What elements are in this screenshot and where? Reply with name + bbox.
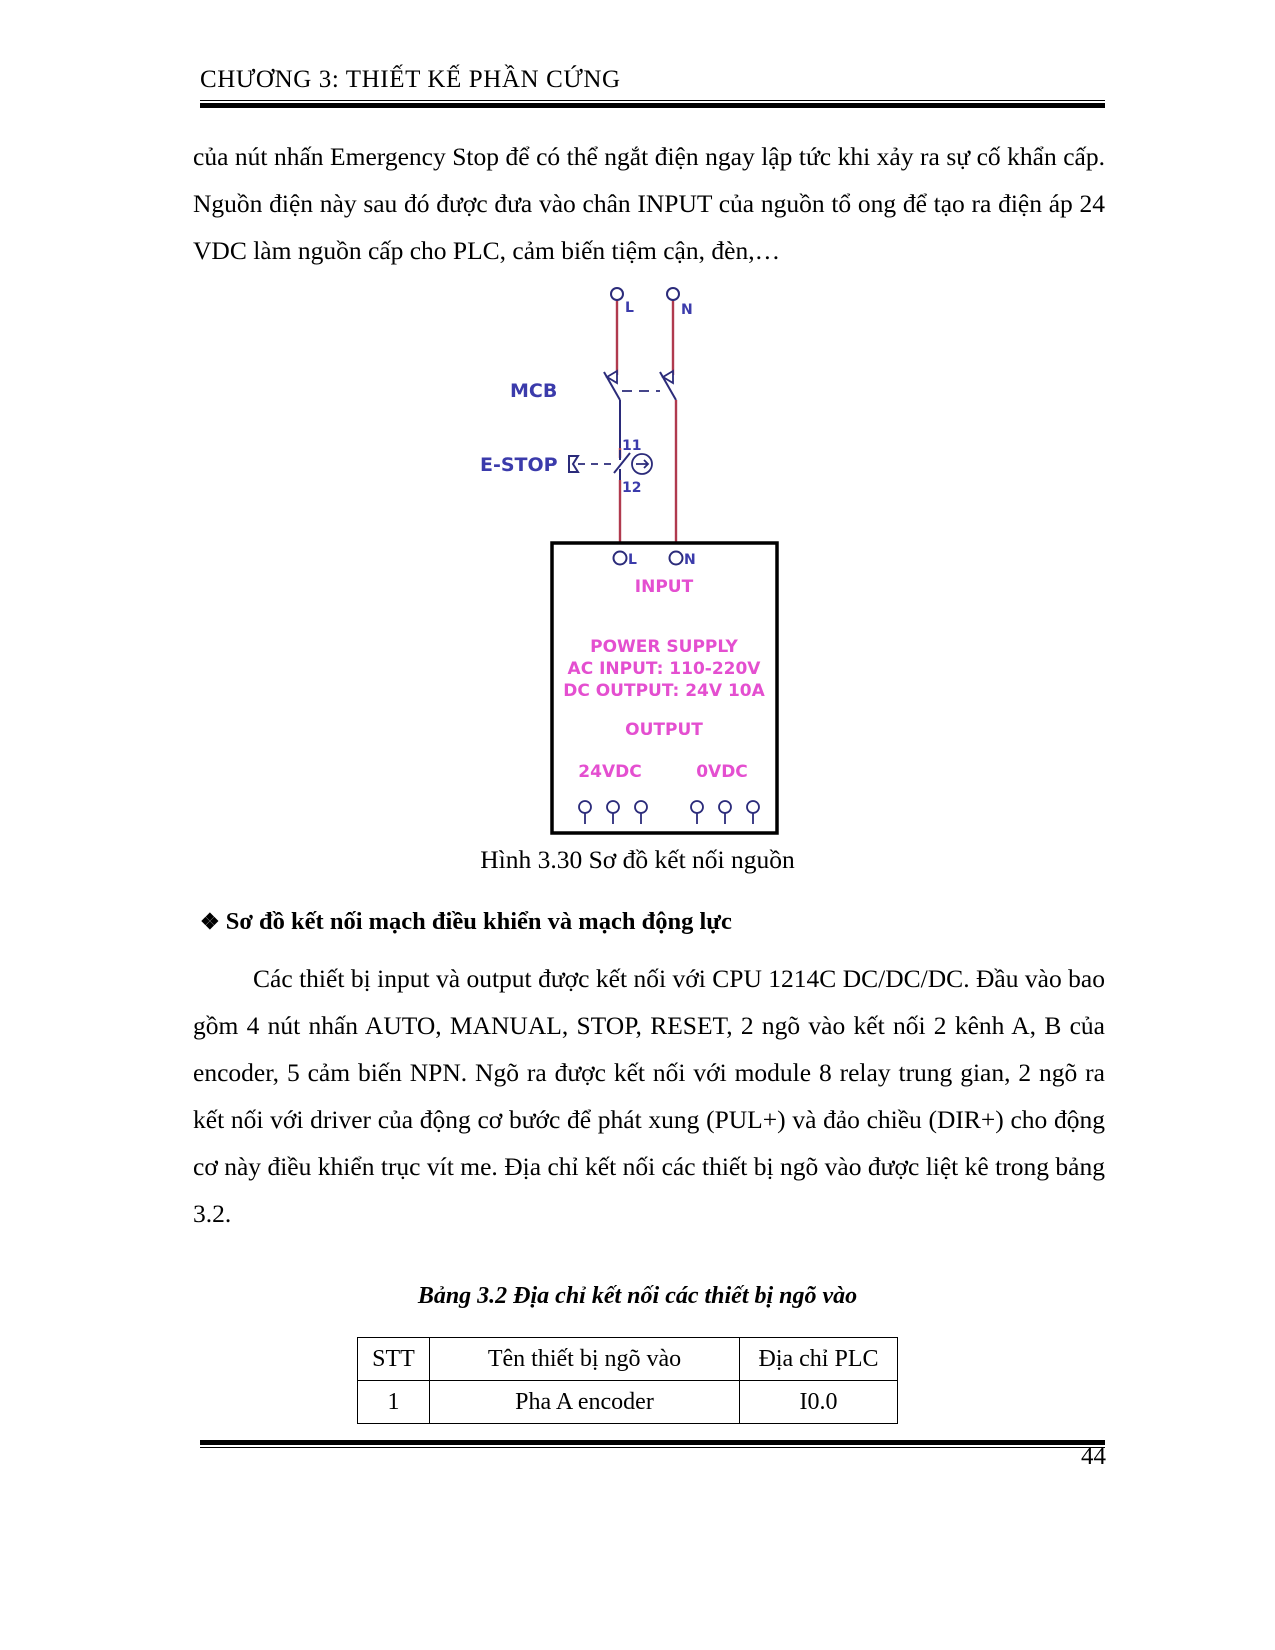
label-ps-input-l: L [628,552,637,568]
label-terminal-n: N [681,302,693,318]
label-ps-input-n: N [684,552,696,568]
running-header-title: CHƯƠNG 3: THIẾT KẾ PHẦN CỨNG [200,66,621,93]
label-ps-input-section: INPUT [634,577,694,597]
paragraph-intro [193,133,1105,274]
input-address-table [357,1337,898,1424]
page-number: 44 [1081,1443,1106,1470]
label-estop-terminal-11: 11 [622,438,642,454]
section-heading [200,908,732,936]
label-ps-dc-output: DC OUTPUT: 24V 10A [563,681,765,701]
table-header-plc-address: Địa chỉ PLC [740,1338,898,1381]
label-estop: E-STOP [480,454,558,476]
table-header-row [358,1338,898,1381]
table-row [358,1381,898,1424]
label-ps-output-section: OUTPUT [625,720,703,740]
label-ps-ac-input: AC INPUT: 110-220V [567,659,761,679]
label-estop-terminal-12: 12 [622,480,642,496]
diamond-bullet-icon: ❖ [200,909,220,934]
power-connection-diagram [470,280,810,840]
label-ps-0vdc: 0VDC [696,762,748,782]
table-header-device-name: Tên thiết bị ngõ vào [430,1338,740,1381]
footer-divider [200,1440,1105,1448]
table-header-stt: STT [358,1338,430,1381]
cell-plc-address: I0.0 [740,1381,898,1424]
paragraph-io-description-text: Các thiết bị input và output được kết nối với CPU 1214C DC/DC/DC. Đầu vào bao gồm 4 nút nhấn AUTO, MANUAL, STOP, RESET, 2 ngõ vào kết nối 2 kênh A, B của encoder, 5 cảm biến NPN. Ngõ ra được kết nối với module 8 relay trung gian, 2 ngõ ra kết nối với driver của động cơ bước để phát xung (PUL+) và đảo chiều (DIR+) cho động cơ này điều khiển trục vít me. Địa chỉ kết nối các thiết bị ngõ vào được liệt kê trong bảng 3.2. [193,964,1105,1228]
label-mcb: MCB [510,380,558,402]
label-terminal-l: L [625,300,634,316]
cell-device-name: Pha A encoder [430,1381,740,1424]
label-ps-title: POWER SUPPLY [590,637,738,657]
table-caption: Bảng 3.2 Địa chỉ kết nối các thiết bị ngõ vào [417,1283,858,1309]
paragraph-intro-text: của nút nhấn Emergency Stop để có thể ngắt điện ngay lập tức khi xảy ra sự cố khẩn cấp. Nguồn điện này sau đó được đưa vào chân INPUT của nguồn tổ ong để tạo ra điện áp 24 VDC làm nguồn cấp cho PLC, cảm biến tiệm cận, đèn,… [193,142,1105,265]
header-divider [200,100,1105,108]
figure-caption: Hình 3.30 Sơ đồ kết nối nguồn [480,845,795,874]
paragraph-io-description [193,955,1105,1237]
label-ps-24vdc: 24VDC [578,762,642,782]
section-heading-text: Sơ đồ kết nối mạch điều khiển và mạch động lực [225,908,732,935]
cell-stt: 1 [358,1381,430,1424]
